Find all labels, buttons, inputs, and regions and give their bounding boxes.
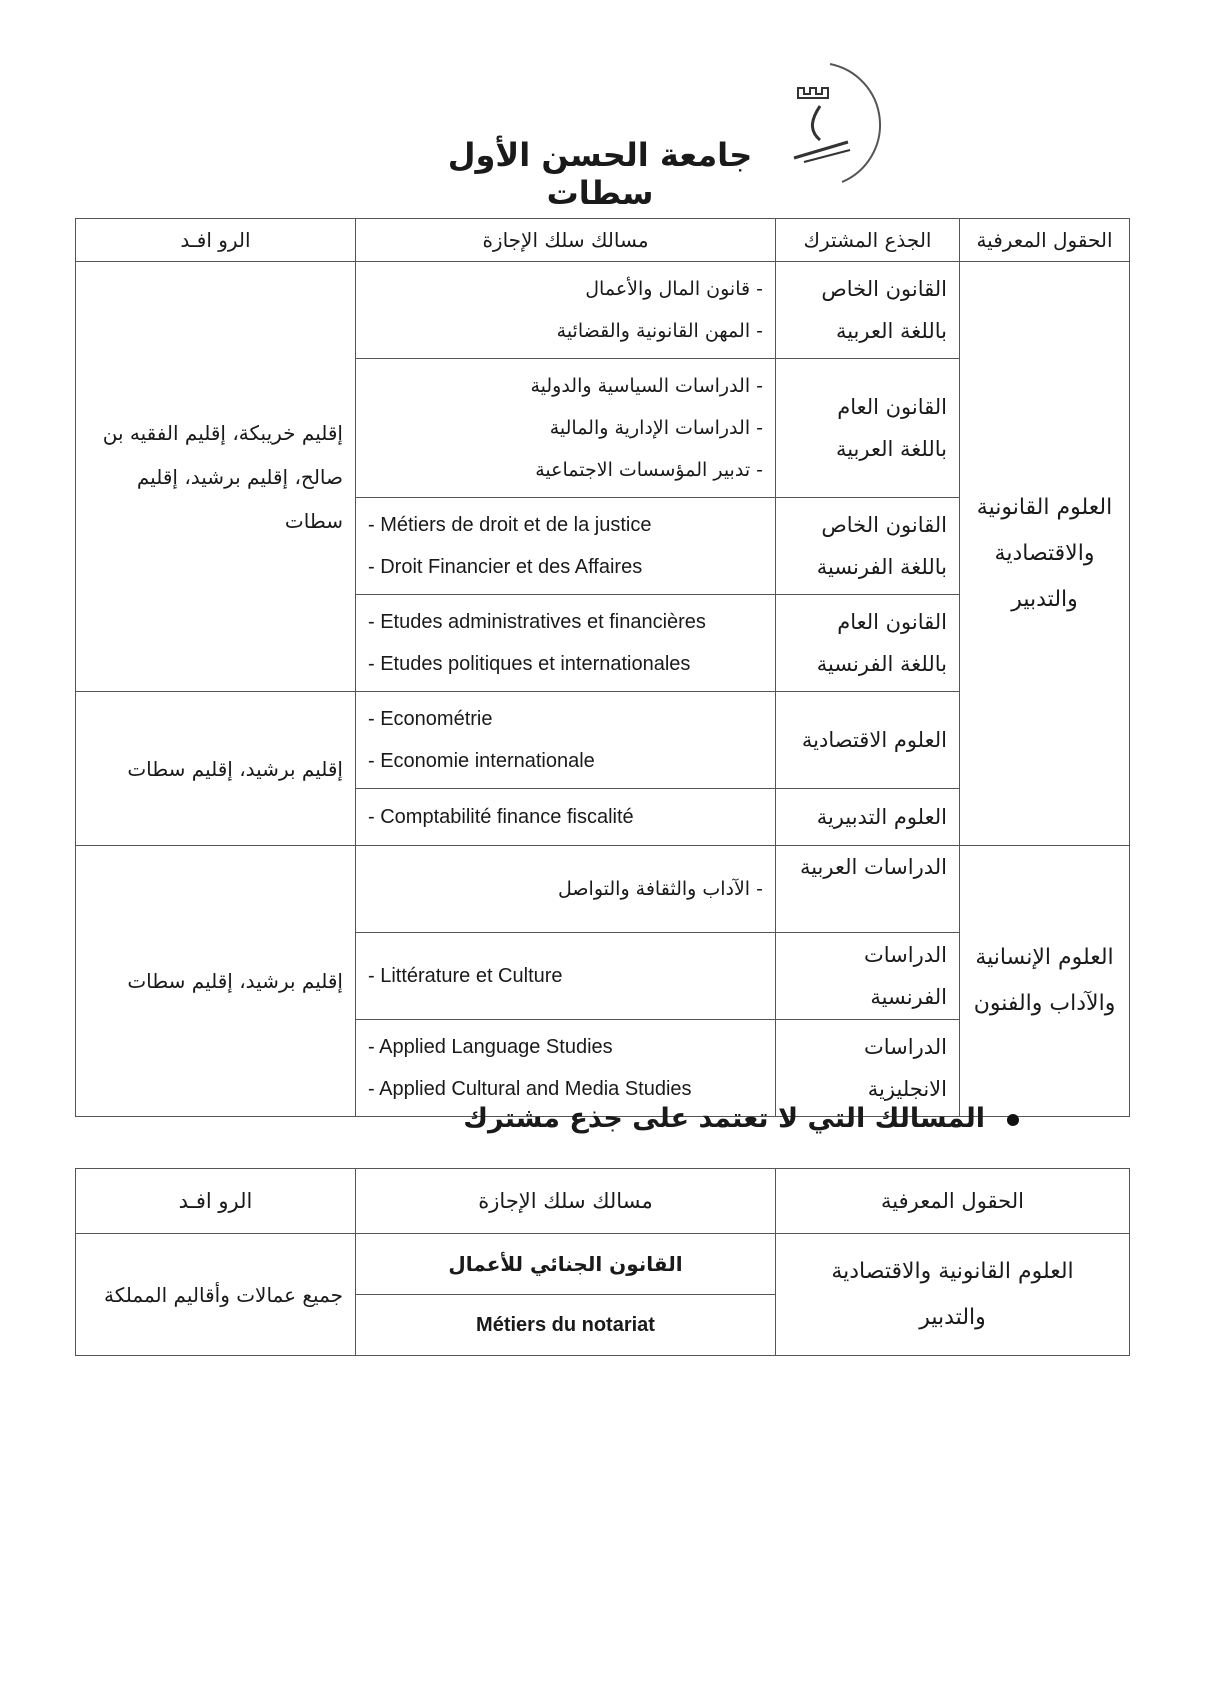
trunk-line: باللغة العربية <box>835 319 947 343</box>
table-row <box>76 1234 1130 1295</box>
path-item: القانون الجنائي للأعمال <box>356 1234 776 1295</box>
origins-text: جميع عمالات وأقاليم المملكة <box>104 1282 343 1307</box>
trunk-cell <box>776 1020 960 1117</box>
trunk-line: باللغة العربية <box>835 437 947 461</box>
trunk-line: الدراسات العربية <box>799 855 947 879</box>
trunk-cell <box>776 789 960 846</box>
field-cell <box>776 1234 1130 1356</box>
origins-text: إقليم برشيد، إقليم سطات <box>127 756 343 781</box>
paths-cell <box>356 359 776 498</box>
path-item: - Droit Financier et des Affaires <box>368 556 643 578</box>
paths-cell <box>356 692 776 789</box>
paths-cell <box>356 262 776 359</box>
trunk-line: العلوم الاقتصادية <box>801 728 947 752</box>
programs-table <box>75 218 1130 1117</box>
header-fields: الحقول المعرفية <box>776 1169 1130 1234</box>
field-label: العلوم القانونية والاقتصادية والتدبير <box>831 1258 1074 1330</box>
header-fields: الحقول المعرفية <box>960 219 1130 262</box>
path-item: - Etudes politiques et internationales <box>368 653 691 675</box>
path-item: - Applied Cultural and Media Studies <box>368 1078 692 1100</box>
origins-text: إقليم خريبكة، إقليم الفقيه بن صالح، إقليم برشيد، إقليم سطات <box>102 420 343 533</box>
origins-cell <box>76 692 356 846</box>
path-item: - الدراسات الإدارية والمالية <box>549 417 763 439</box>
non-trunk-programs-table <box>75 1168 1130 1356</box>
trunk-cell <box>776 359 960 498</box>
field-cell <box>960 846 1130 1117</box>
path-item: - الدراسات السياسية والدولية <box>530 375 763 397</box>
table-row <box>76 846 1130 933</box>
trunk-cell <box>776 692 960 789</box>
paths-cell <box>356 846 776 933</box>
trunk-line: الفرنسية <box>870 985 947 1009</box>
trunk-line: باللغة الفرنسية <box>816 652 947 676</box>
header-common-trunk: الجذع المشترك <box>776 219 960 262</box>
field-cell <box>960 262 1130 846</box>
path-item: - Econométrie <box>368 708 493 730</box>
origins-cell <box>76 1234 356 1356</box>
path-item: - تدبير المؤسسات الاجتماعية <box>535 459 763 481</box>
path-item: - Littérature et Culture <box>368 965 563 987</box>
field-label: العلوم القانونية والاقتصادية والتدبير <box>976 494 1113 612</box>
header-origins: الرو افـد <box>76 219 356 262</box>
path-item: - Métiers de droit et de la justice <box>368 514 652 536</box>
path-item: - Etudes administratives et financières <box>368 611 706 633</box>
trunk-line: القانون الخاص <box>821 277 947 301</box>
trunk-line: الدراسات <box>864 943 947 967</box>
path-item: - قانون المال والأعمال <box>585 278 763 300</box>
trunk-line: القانون العام <box>837 395 947 419</box>
origins-cell <box>76 846 356 1117</box>
header-license-paths: مسالك سلك الإجازة <box>356 219 776 262</box>
trunk-cell <box>776 595 960 692</box>
header-origins: الرو افـد <box>76 1169 356 1234</box>
trunk-cell <box>776 498 960 595</box>
origins-cell <box>76 262 356 692</box>
trunk-line: باللغة الفرنسية <box>816 555 947 579</box>
paths-cell <box>356 595 776 692</box>
trunk-line: العلوم التدبيرية <box>816 805 947 829</box>
section-heading <box>463 1103 1019 1134</box>
table-header-row <box>76 1169 1130 1234</box>
path-item: - Applied Language Studies <box>368 1036 613 1058</box>
path-item: - الآداب والثقافة والتواصل <box>558 878 763 900</box>
trunk-cell <box>776 846 960 933</box>
table-row <box>76 262 1130 359</box>
trunk-line: القانون العام <box>837 610 947 634</box>
university-title: جامعة الحسن الأول سطات <box>447 136 753 212</box>
field-label: العلوم الإنسانية والآداب والفنون <box>973 945 1116 1016</box>
paths-cell <box>356 498 776 595</box>
bullet-icon <box>1007 1114 1019 1126</box>
table-header-row <box>76 219 1130 262</box>
paths-cell <box>356 933 776 1020</box>
university-logo <box>790 58 910 188</box>
path-item: - Economie internationale <box>368 750 595 772</box>
origins-text: إقليم برشيد، إقليم سطات <box>127 969 343 993</box>
trunk-line: القانون الخاص <box>821 513 947 537</box>
path-item: - المهن القانونية والقضائية <box>556 320 763 342</box>
path-item: Métiers du notariat <box>356 1295 776 1356</box>
paths-cell <box>356 789 776 846</box>
path-item: - Comptabilité finance fiscalité <box>368 806 634 828</box>
section-heading-text: المسالك التي لا تعتمد على جذع مشترك <box>463 1103 985 1134</box>
trunk-line: الدراسات <box>864 1035 947 1059</box>
header-license-paths: مسالك سلك الإجازة <box>356 1169 776 1234</box>
paths-cell <box>356 1020 776 1117</box>
trunk-cell <box>776 262 960 359</box>
trunk-cell <box>776 933 960 1020</box>
trunk-line: الانجليزية <box>867 1077 947 1101</box>
